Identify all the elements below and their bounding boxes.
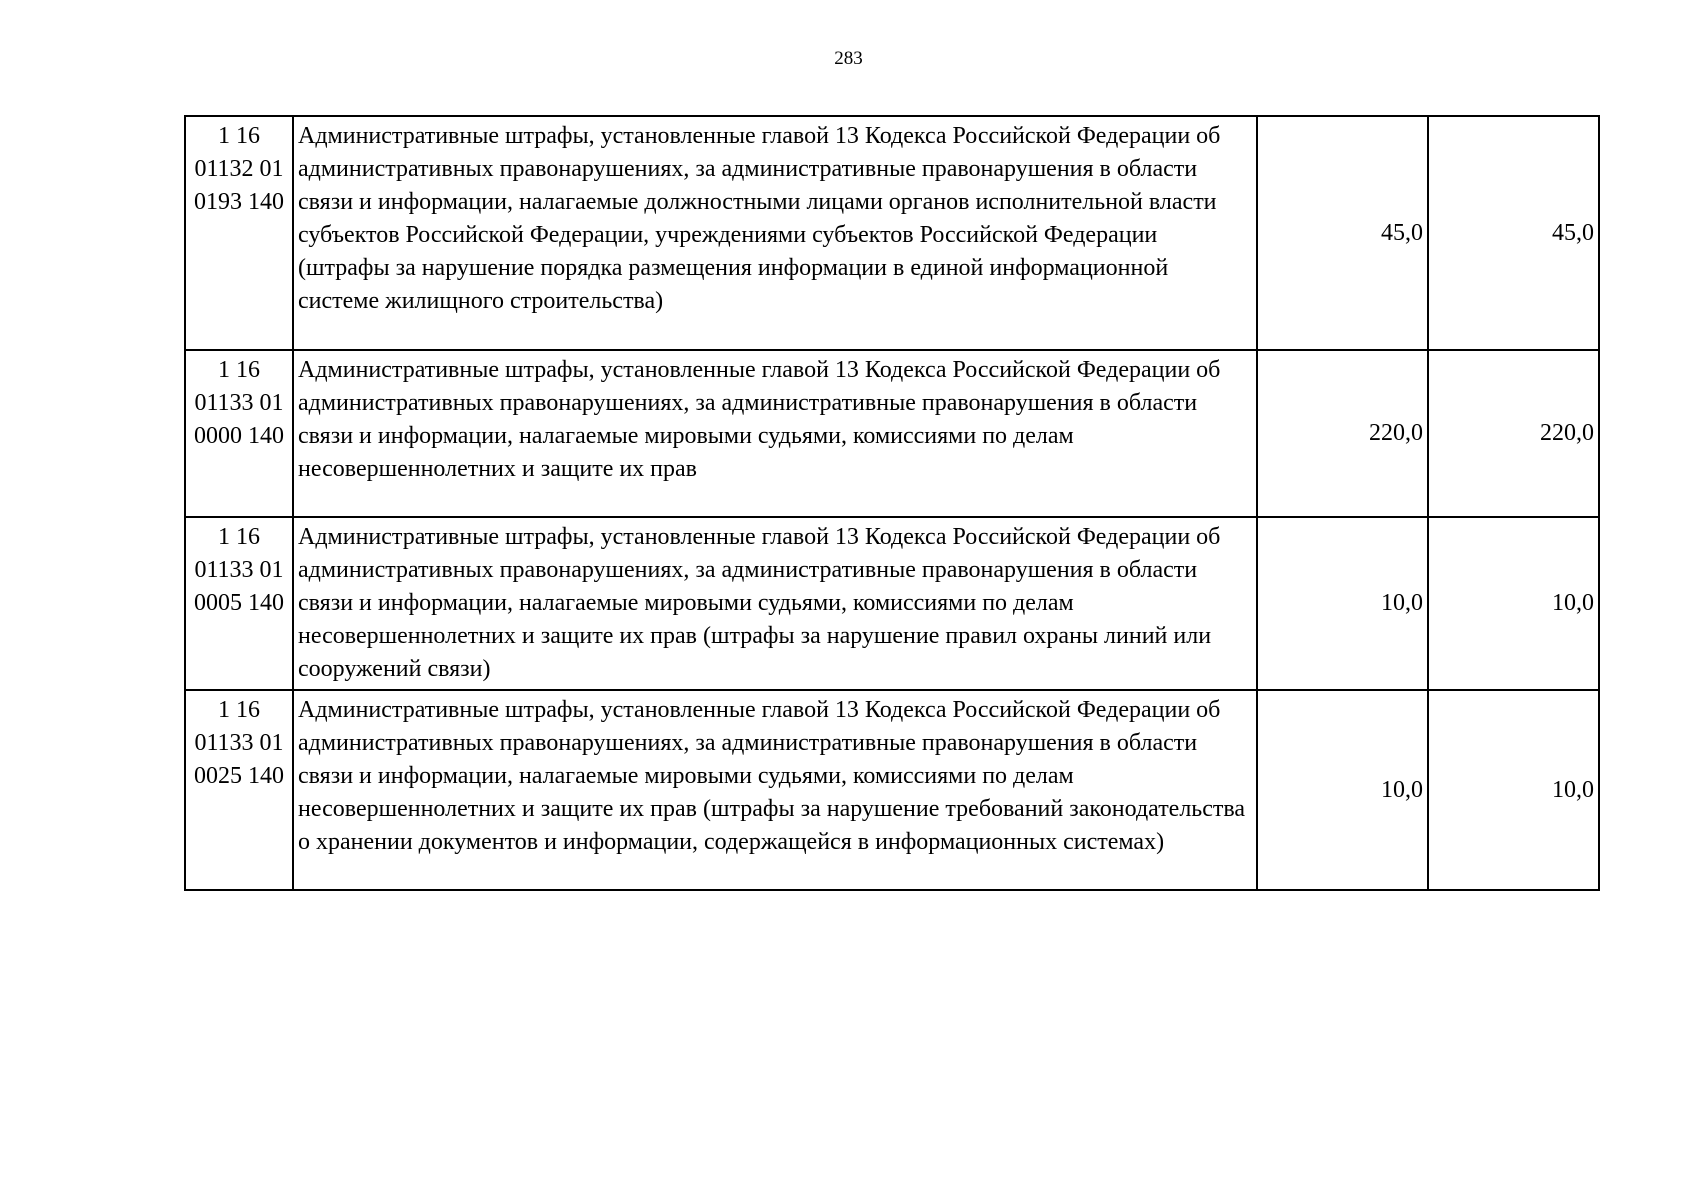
budget-code-line: 01132 01 [194,156,284,182]
table-row [185,690,1599,890]
budget-code-line: 0193 140 [194,189,284,215]
budget-code-line: 0000 140 [194,423,284,449]
budget-code-line: 1 16 [218,524,260,550]
amount-cell-1: 220,0 [1257,350,1428,517]
amount-cell-2: 45,0 [1428,116,1599,350]
budget-code-line: 01133 01 [194,557,284,583]
description-cell: Административные штрафы, установленные главой 13 Кодекса Российской Федерации об административных правонарушениях, за административные правонарушения в области связи и информации, налагаемые мировыми судьями, комиссиями по делам несовершеннолетних и защите их прав (штрафы за нарушение правил охраны линий или сооружений связи) [293,517,1257,690]
table-row [185,517,1599,690]
budget-code-line: 1 16 [218,357,260,383]
description-cell: Административные штрафы, установленные главой 13 Кодекса Российской Федерации об административных правонарушениях, за административные правонарушения в области связи и информации, налагаемые мировыми судьями, комиссиями по делам несовершеннолетних и защите их прав [293,350,1257,517]
budget-code-cell [185,690,293,890]
budget-table [184,115,1600,891]
page-number: 283 [834,48,863,69]
table-row [185,116,1599,350]
budget-code-line: 0025 140 [194,763,284,789]
description-cell: Административные штрафы, установленные главой 13 Кодекса Российской Федерации об административных правонарушениях, за административные правонарушения в области связи и информации, налагаемые должностными лицами органов исполнительной власти субъектов Российской Федерации, учреждениями субъектов Российской Федерации (штрафы за нарушение порядка размещения информации в единой информационной системе жилищного строительства) [293,116,1257,350]
amount-cell-2: 10,0 [1428,517,1599,690]
budget-code-cell [185,517,293,690]
amount-cell-1: 45,0 [1257,116,1428,350]
amount-cell-1: 10,0 [1257,517,1428,690]
amount-cell-1: 10,0 [1257,690,1428,890]
budget-code-cell [185,116,293,350]
budget-code-line: 01133 01 [194,730,284,756]
budget-code-line: 1 16 [218,123,260,149]
budget-code-cell [185,350,293,517]
budget-code-line: 0005 140 [194,590,284,616]
budget-code-line: 01133 01 [194,390,284,416]
description-cell: Административные штрафы, установленные главой 13 Кодекса Российской Федерации об административных правонарушениях, за административные правонарушения в области связи и информации, налагаемые мировыми судьями, комиссиями по делам несовершеннолетних и защите их прав (штрафы за нарушение требований законодательства о хранении документов и информации, содержащейся в информационных системах) [293,690,1257,890]
amount-cell-2: 10,0 [1428,690,1599,890]
amount-cell-2: 220,0 [1428,350,1599,517]
budget-code-line: 1 16 [218,697,260,723]
table-row [185,350,1599,517]
